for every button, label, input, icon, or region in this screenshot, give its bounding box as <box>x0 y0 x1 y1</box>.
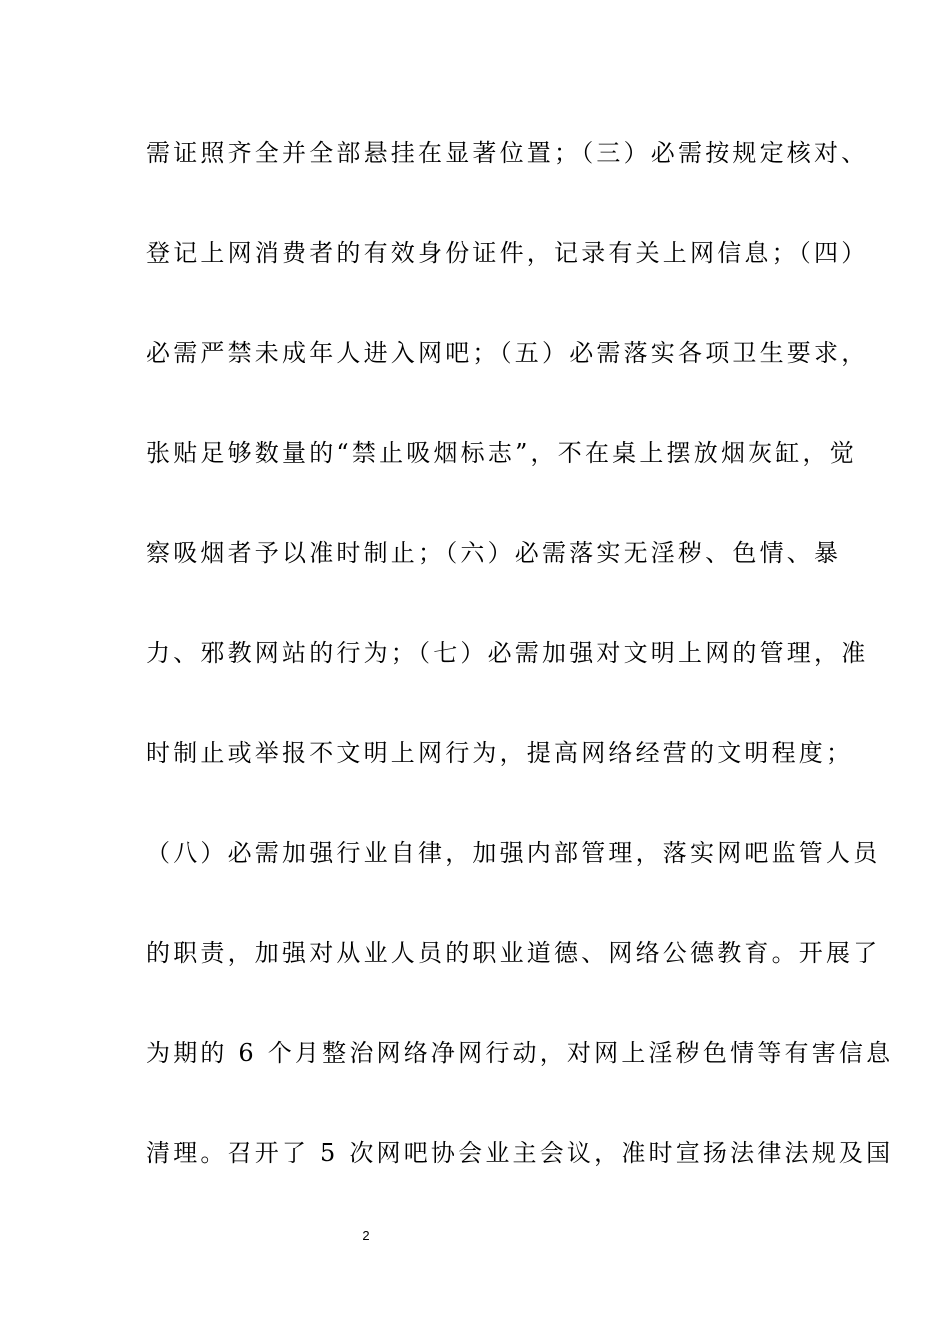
body-text <box>146 128 894 1228</box>
text-line: 力、邪教网站的行为；（七）必需加强对文明上网的管理，准 <box>146 639 869 667</box>
text-line: 清理。召开了 5 次网吧协会业主会议，准时宣扬法律法规及国 <box>146 1139 894 1167</box>
text-line: 登记上网消费者的有效身份证件，记录有关上网信息；（四） <box>146 239 869 267</box>
text-line: （八）必需加强行业自律，加强内部管理，落实网吧监管人员 <box>146 839 881 867</box>
text-line: 为期的 6 个月整治网络净网行动，对网上淫秽色情等有害信息 <box>146 1039 894 1067</box>
text-line: 必需严禁未成年人进入网吧；（五）必需落实各项卫生要求， <box>146 339 869 367</box>
page-number: 2 <box>362 1228 370 1243</box>
text-line: 察吸烟者予以准时制止；（六）必需落实无淫秽、色情、暴 <box>146 539 842 567</box>
text-line: 时制止或举报不文明上网行为，提高网络经营的文明程度； <box>146 739 854 767</box>
text-line: 需证照齐全并全部悬挂在显著位置；（三）必需按规定核对、 <box>146 139 869 167</box>
text-line: 的职责，加强对从业人员的职业道德、网络公德教育。开展了 <box>146 939 881 967</box>
text-line: 张贴足够数量的“禁止吸烟标志”，不在桌上摆放烟灰缸，觉 <box>146 439 857 467</box>
